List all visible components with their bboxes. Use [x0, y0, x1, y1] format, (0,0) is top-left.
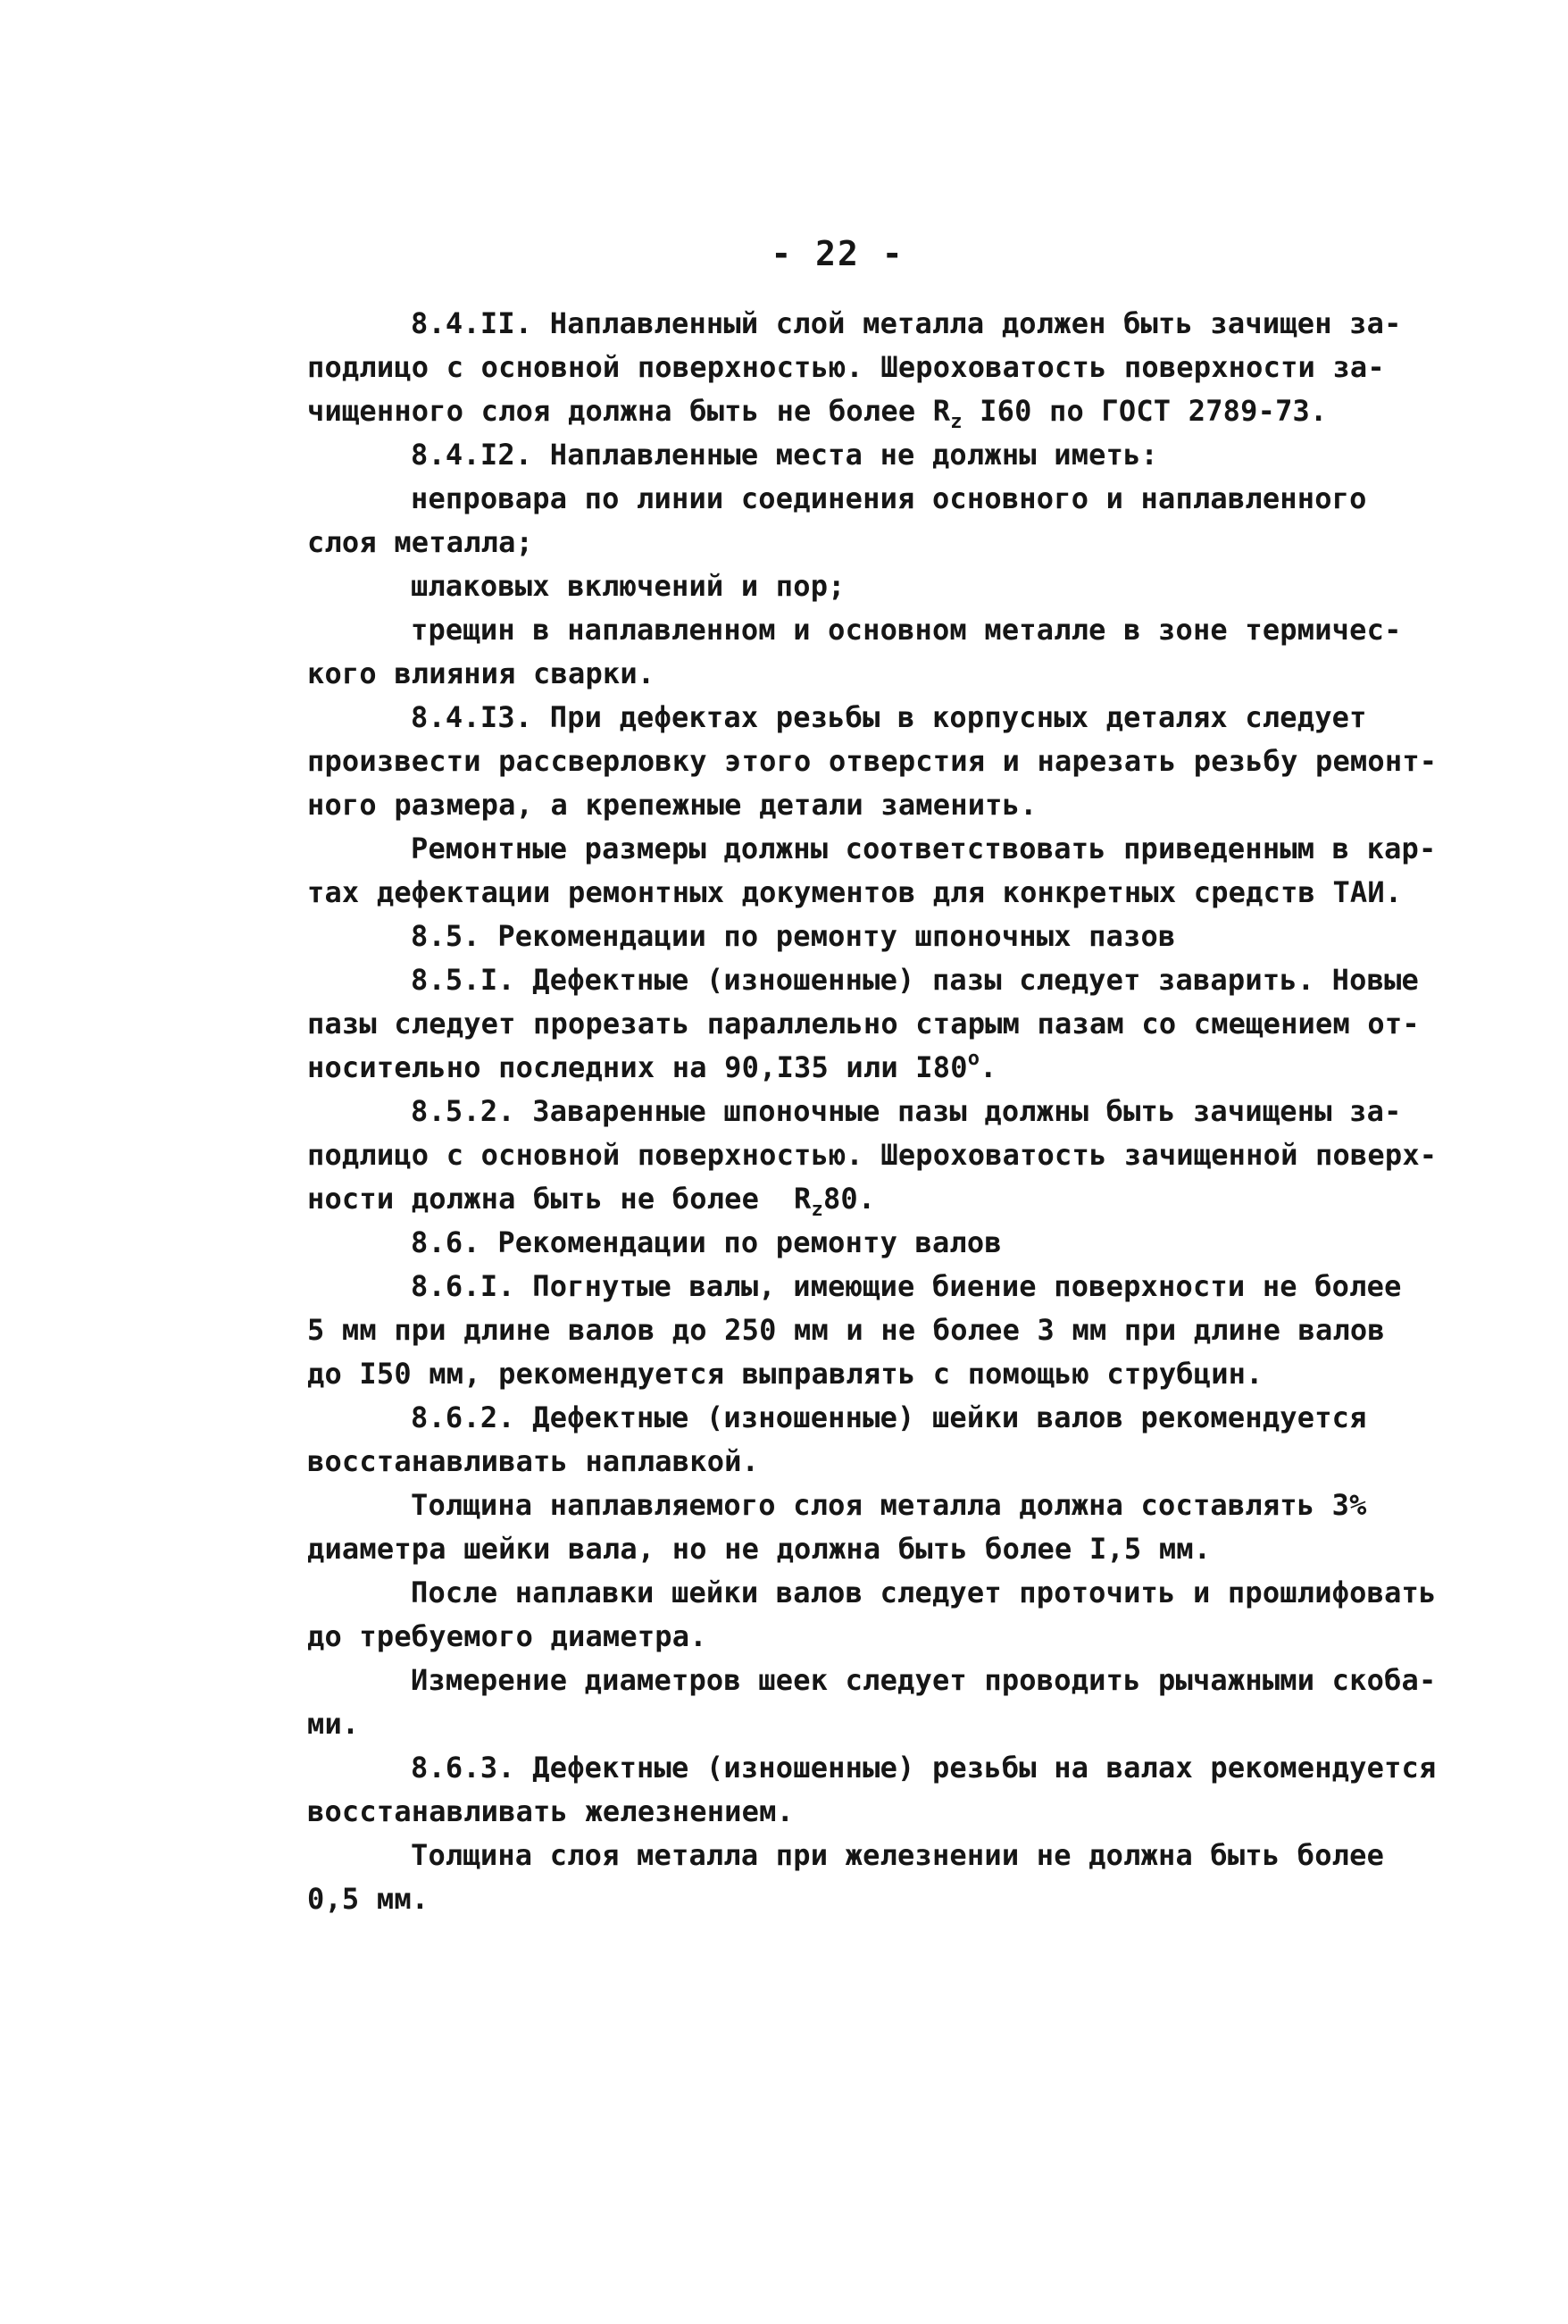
- text-line: [314, 608, 1475, 652]
- line-text: пазы следует прорезать параллельно старым пазам со смещением от-: [307, 1007, 1420, 1041]
- line-text: до I50 мм, рекомендуется выправлять с помощью струбцин.: [307, 1357, 1264, 1391]
- line-text: 5 мм при длине валов до 250 мм и не более 3 мм при длине валов: [307, 1313, 1385, 1347]
- line-text-continued: 80.: [822, 1182, 876, 1216]
- text-line: [307, 1308, 1475, 1352]
- text-line: [307, 1177, 1475, 1221]
- line-text: произвести рассверловку этого отверстия и нарезать резьбу ремонт-: [307, 744, 1438, 778]
- text-line: [314, 1265, 1475, 1308]
- line-text: 0,5 мм.: [307, 1882, 430, 1916]
- line-text: подлицо с основной поверхностью. Шероховатость зачищенной поверх-: [307, 1138, 1438, 1172]
- text-line: [314, 477, 1475, 521]
- line-text: восстанавливать наплавкой.: [307, 1444, 760, 1478]
- line-text: трещин в наплавленном и основном металле в зоне термичес-: [411, 613, 1402, 647]
- text-line: [314, 1571, 1475, 1615]
- text-line: [314, 1834, 1475, 1877]
- text-line: [307, 1352, 1475, 1396]
- line-text: диаметра шейки вала, но не должна быть более I,5 мм.: [307, 1532, 1212, 1566]
- text-line: [314, 1396, 1475, 1440]
- text-line: [314, 1659, 1475, 1702]
- line-text: восстанавливать железнением.: [307, 1794, 795, 1828]
- line-text: Измерение диаметров шеек следует проводить рычажными скоба-: [411, 1663, 1437, 1697]
- text-line: [307, 1790, 1475, 1834]
- line-text: чищенного слоя должна быть не более R: [307, 394, 951, 428]
- text-line: [307, 346, 1475, 389]
- text-line: [307, 1615, 1475, 1659]
- line-text: 8.5.I. Дефектные (изношенные) пазы следует заварить. Новые: [411, 963, 1420, 997]
- line-text: ного размера, а крепежные детали заменить.: [307, 788, 1038, 822]
- text-line: [314, 1746, 1475, 1790]
- text-line: [307, 1133, 1475, 1177]
- line-text: до требуемого диаметра.: [307, 1619, 707, 1653]
- line-text: 8.4.I2. Наплавленные места не должны иметь:: [411, 438, 1159, 472]
- text-line: [307, 783, 1475, 827]
- line-text: 8.4.I3. При дефектах резьбы в корпусных деталях следует: [411, 700, 1367, 734]
- text-line: [307, 652, 1475, 696]
- superscript: o: [967, 1048, 980, 1070]
- text-line: [314, 1221, 1475, 1265]
- line-text: подлицо с основной поверхностью. Шероховатость поверхности за-: [307, 350, 1385, 384]
- text-line: [307, 521, 1475, 564]
- document-body: [307, 302, 1475, 1921]
- text-line: [314, 1090, 1475, 1133]
- line-text-continued: .: [980, 1050, 997, 1084]
- line-text: 8.6.2. Дефектные (изношенные) шейки валов рекомендуется: [411, 1400, 1367, 1434]
- text-line: [314, 564, 1475, 608]
- line-text: непровара по линии соединения основного и наплавленного: [411, 481, 1367, 515]
- text-line: [314, 696, 1475, 740]
- line-text: кого влияния сварки.: [307, 656, 655, 690]
- text-line: [307, 871, 1475, 915]
- line-text: 8.4.II. Наплавленный слой металла должен быть зачищен за-: [411, 306, 1402, 340]
- text-line: [307, 1440, 1475, 1484]
- line-text: тах дефектации ремонтных документов для конкретных средств ТАИ.: [307, 875, 1403, 909]
- line-text: 8.5.2. Заваренные шпоночные пазы должны быть зачищены за-: [411, 1094, 1402, 1128]
- text-line: [314, 433, 1475, 477]
- line-text: ности должна быть не более R: [307, 1182, 812, 1216]
- text-line: [314, 827, 1475, 871]
- text-line: [314, 1484, 1475, 1527]
- line-text-continued: I60 по ГОСТ 2789-73.: [962, 394, 1328, 428]
- line-text: 8.6.3. Дефектные (изношенные) резьбы на валах рекомендуется: [411, 1751, 1437, 1785]
- text-line: [307, 389, 1475, 433]
- line-text: Толщина слоя металла при железнении не должна быть более: [411, 1838, 1385, 1872]
- line-text: носительно последних на 90,I35 или I80: [307, 1050, 968, 1084]
- line-text: 8.5. Рекомендации по ремонту шпоночных пазов: [411, 919, 1176, 953]
- text-line: [307, 1046, 1475, 1090]
- text-line: [314, 302, 1475, 346]
- text-line: [314, 958, 1475, 1002]
- page-number: - 22 -: [771, 234, 905, 273]
- text-line: [307, 1702, 1475, 1746]
- line-text: Толщина наплавляемого слоя металла должна составлять 3%: [411, 1488, 1367, 1522]
- subscript: z: [950, 411, 963, 433]
- line-text: 8.6. Рекомендации по ремонту валов: [411, 1225, 1002, 1259]
- line-text: шлаковых включений и пор;: [411, 569, 846, 603]
- line-text: ми.: [307, 1707, 360, 1741]
- text-line: [314, 915, 1475, 958]
- line-text: Ремонтные размеры должны соответствовать приведенным в кар-: [411, 832, 1437, 865]
- text-line: [307, 740, 1475, 783]
- text-line: [307, 1527, 1475, 1571]
- line-text: После наплавки шейки валов следует проточить и прошлифовать: [411, 1576, 1437, 1609]
- line-text: 8.6.I. Погнутые валы, имеющие биение поверхности не более: [411, 1269, 1402, 1303]
- subscript: z: [811, 1199, 823, 1221]
- text-line: [307, 1877, 1475, 1921]
- text-line: [307, 1002, 1475, 1046]
- line-text: слоя металла;: [307, 525, 534, 559]
